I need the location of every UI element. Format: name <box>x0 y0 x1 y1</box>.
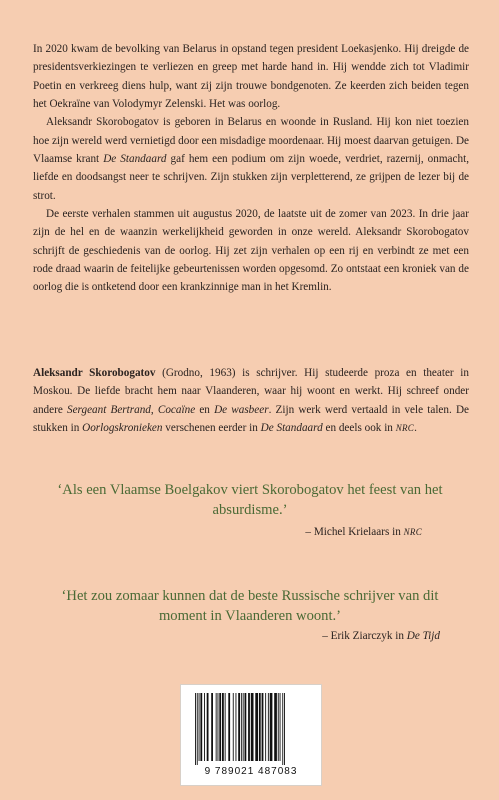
barcode-bar <box>282 693 283 765</box>
bio-text: en <box>195 403 215 416</box>
barcode-bar <box>251 693 254 761</box>
barcode-bars <box>189 693 313 765</box>
bio-text: (Grodno, 1963) is schrijver. Hij studeerde proza en theater in Moskou. De liefde bracht hem naar Vlaanderen, waar hij woont en werkt. Hij schreef onder andere <box>33 367 469 416</box>
blurb-p2-end: gaf hem een podium om zijn woede, verdriet, razernij, onmacht, liefde en doodsangst neer te schrijven. Zijn stukken zijn verpletterend, ze grijpen de lezer bij de strot. <box>33 153 469 202</box>
barcode-bar <box>200 693 202 761</box>
barcode-bar <box>280 693 281 761</box>
isbn-barcode <box>180 684 322 786</box>
barcode-bar <box>204 693 205 761</box>
review-attribution-2 <box>40 630 460 642</box>
newspaper-title: NRC <box>395 423 415 434</box>
barcode-bar <box>270 693 273 761</box>
barcode-bar <box>243 693 244 761</box>
review-source: De Tijd <box>406 630 440 642</box>
blurb-paragraph-2 <box>33 113 469 205</box>
barcode-bar <box>218 693 219 761</box>
barcode-bar <box>245 693 247 761</box>
barcode-bar <box>211 693 213 761</box>
book-title: Sergeant Bertrand <box>66 403 151 416</box>
bio-text: . Zijn werk werd vertaald in vele talen. De stukken in <box>33 403 469 435</box>
newspaper-title: De Standaard <box>103 153 167 166</box>
barcode-bar <box>233 693 234 761</box>
book-title: Oorlogskronieken <box>82 422 163 435</box>
barcode-bar <box>216 693 217 761</box>
isbn-number: 9 789021 487083 <box>204 766 298 777</box>
book-title: Cocaïne <box>157 403 196 416</box>
author-bio <box>33 364 469 437</box>
newspaper-title: De Standaard <box>260 422 323 435</box>
author-name: Aleksandr Skorobogatov <box>33 367 156 379</box>
barcode-bar <box>278 693 279 761</box>
barcode-bar <box>259 693 261 761</box>
barcode-bar <box>207 693 209 761</box>
barcode-bar <box>268 693 269 761</box>
blurb <box>33 40 469 297</box>
barcode-bar <box>236 693 237 761</box>
book-title: De wasbeer <box>214 403 269 416</box>
barcode-bar <box>238 693 240 761</box>
reviewer: – Erik Ziarczyk in <box>322 630 407 642</box>
barcode-bar <box>265 693 266 761</box>
barcode-bar <box>262 693 264 761</box>
barcode-bar <box>195 693 196 765</box>
review-attribution-1 <box>40 526 460 538</box>
barcode-bar <box>219 693 221 761</box>
blurb-paragraph-3: De eerste verhalen stammen uit augustus 2020, de laatste uit de zomer van 2023. In drie jaar zijn de hel en de waanzin werkelijkheid geworden in onze wereld. Aleksandr Skorobogatov schrijft de geschiedenis van de oorlog. Hij zet zijn verhalen op een rij en verbindt ze met een rode draad waarin de feitelijke gebeurtenissen worden opgesomd. Zo ontstaat een kroniek van de oorlog die is ontketend door een krankzinnige man in het Kremlin. <box>33 208 469 294</box>
bio-text: . <box>414 422 417 435</box>
bio-text: verschenen eerder in <box>162 422 261 435</box>
barcode-bar <box>225 693 226 761</box>
barcode-bar <box>197 693 198 765</box>
barcode-bar <box>255 693 258 761</box>
barcode-bar <box>199 693 200 761</box>
bio-text: en deels ook in <box>322 422 396 435</box>
bio-text: , <box>150 403 158 416</box>
review-quote-2: ‘Het zou zomaar kunnen dat de beste Russische schrijver van dit moment in Vlaanderen woont.’ <box>61 588 439 624</box>
blurb-p2-start: Aleksandr Skorobogatov is geboren in Belarus en woonde in Rusland. Hij kon niet toezien hoe zijn wereld werd vernietigd door een misdadige moordenaar. Hij moest daarvan getuigen. De Vlaamse krant <box>33 116 469 166</box>
barcode-bar <box>222 693 224 761</box>
review-quote-1: ‘Als een Vlaamse Boelgakov viert Skorobogatov het feest van het absurdisme.’ <box>57 482 443 518</box>
barcode-bar <box>284 693 285 765</box>
blurb-paragraph-1: In 2020 kwam de bevolking van Belarus in opstand tegen president Loekasjenko. Hij dreigde de presidentsverkiezingen te verliezen en greep met harde hand in. Hij wendde zich tot Vladimir Poetin en verkreeg diens hulp, want zij zijn trouwe bondgenoten. Ze keerden zich beiden tegen het Oekraïne van Volodymyr Zelenski. Het was oorlog. <box>33 43 469 111</box>
barcode-bar <box>248 693 250 761</box>
reviewer: – Michel Krielaars in <box>305 526 404 538</box>
barcode-bar <box>274 693 277 761</box>
review-source: NRC <box>403 527 422 537</box>
barcode-bar <box>241 693 242 761</box>
barcode-bar <box>228 693 230 761</box>
